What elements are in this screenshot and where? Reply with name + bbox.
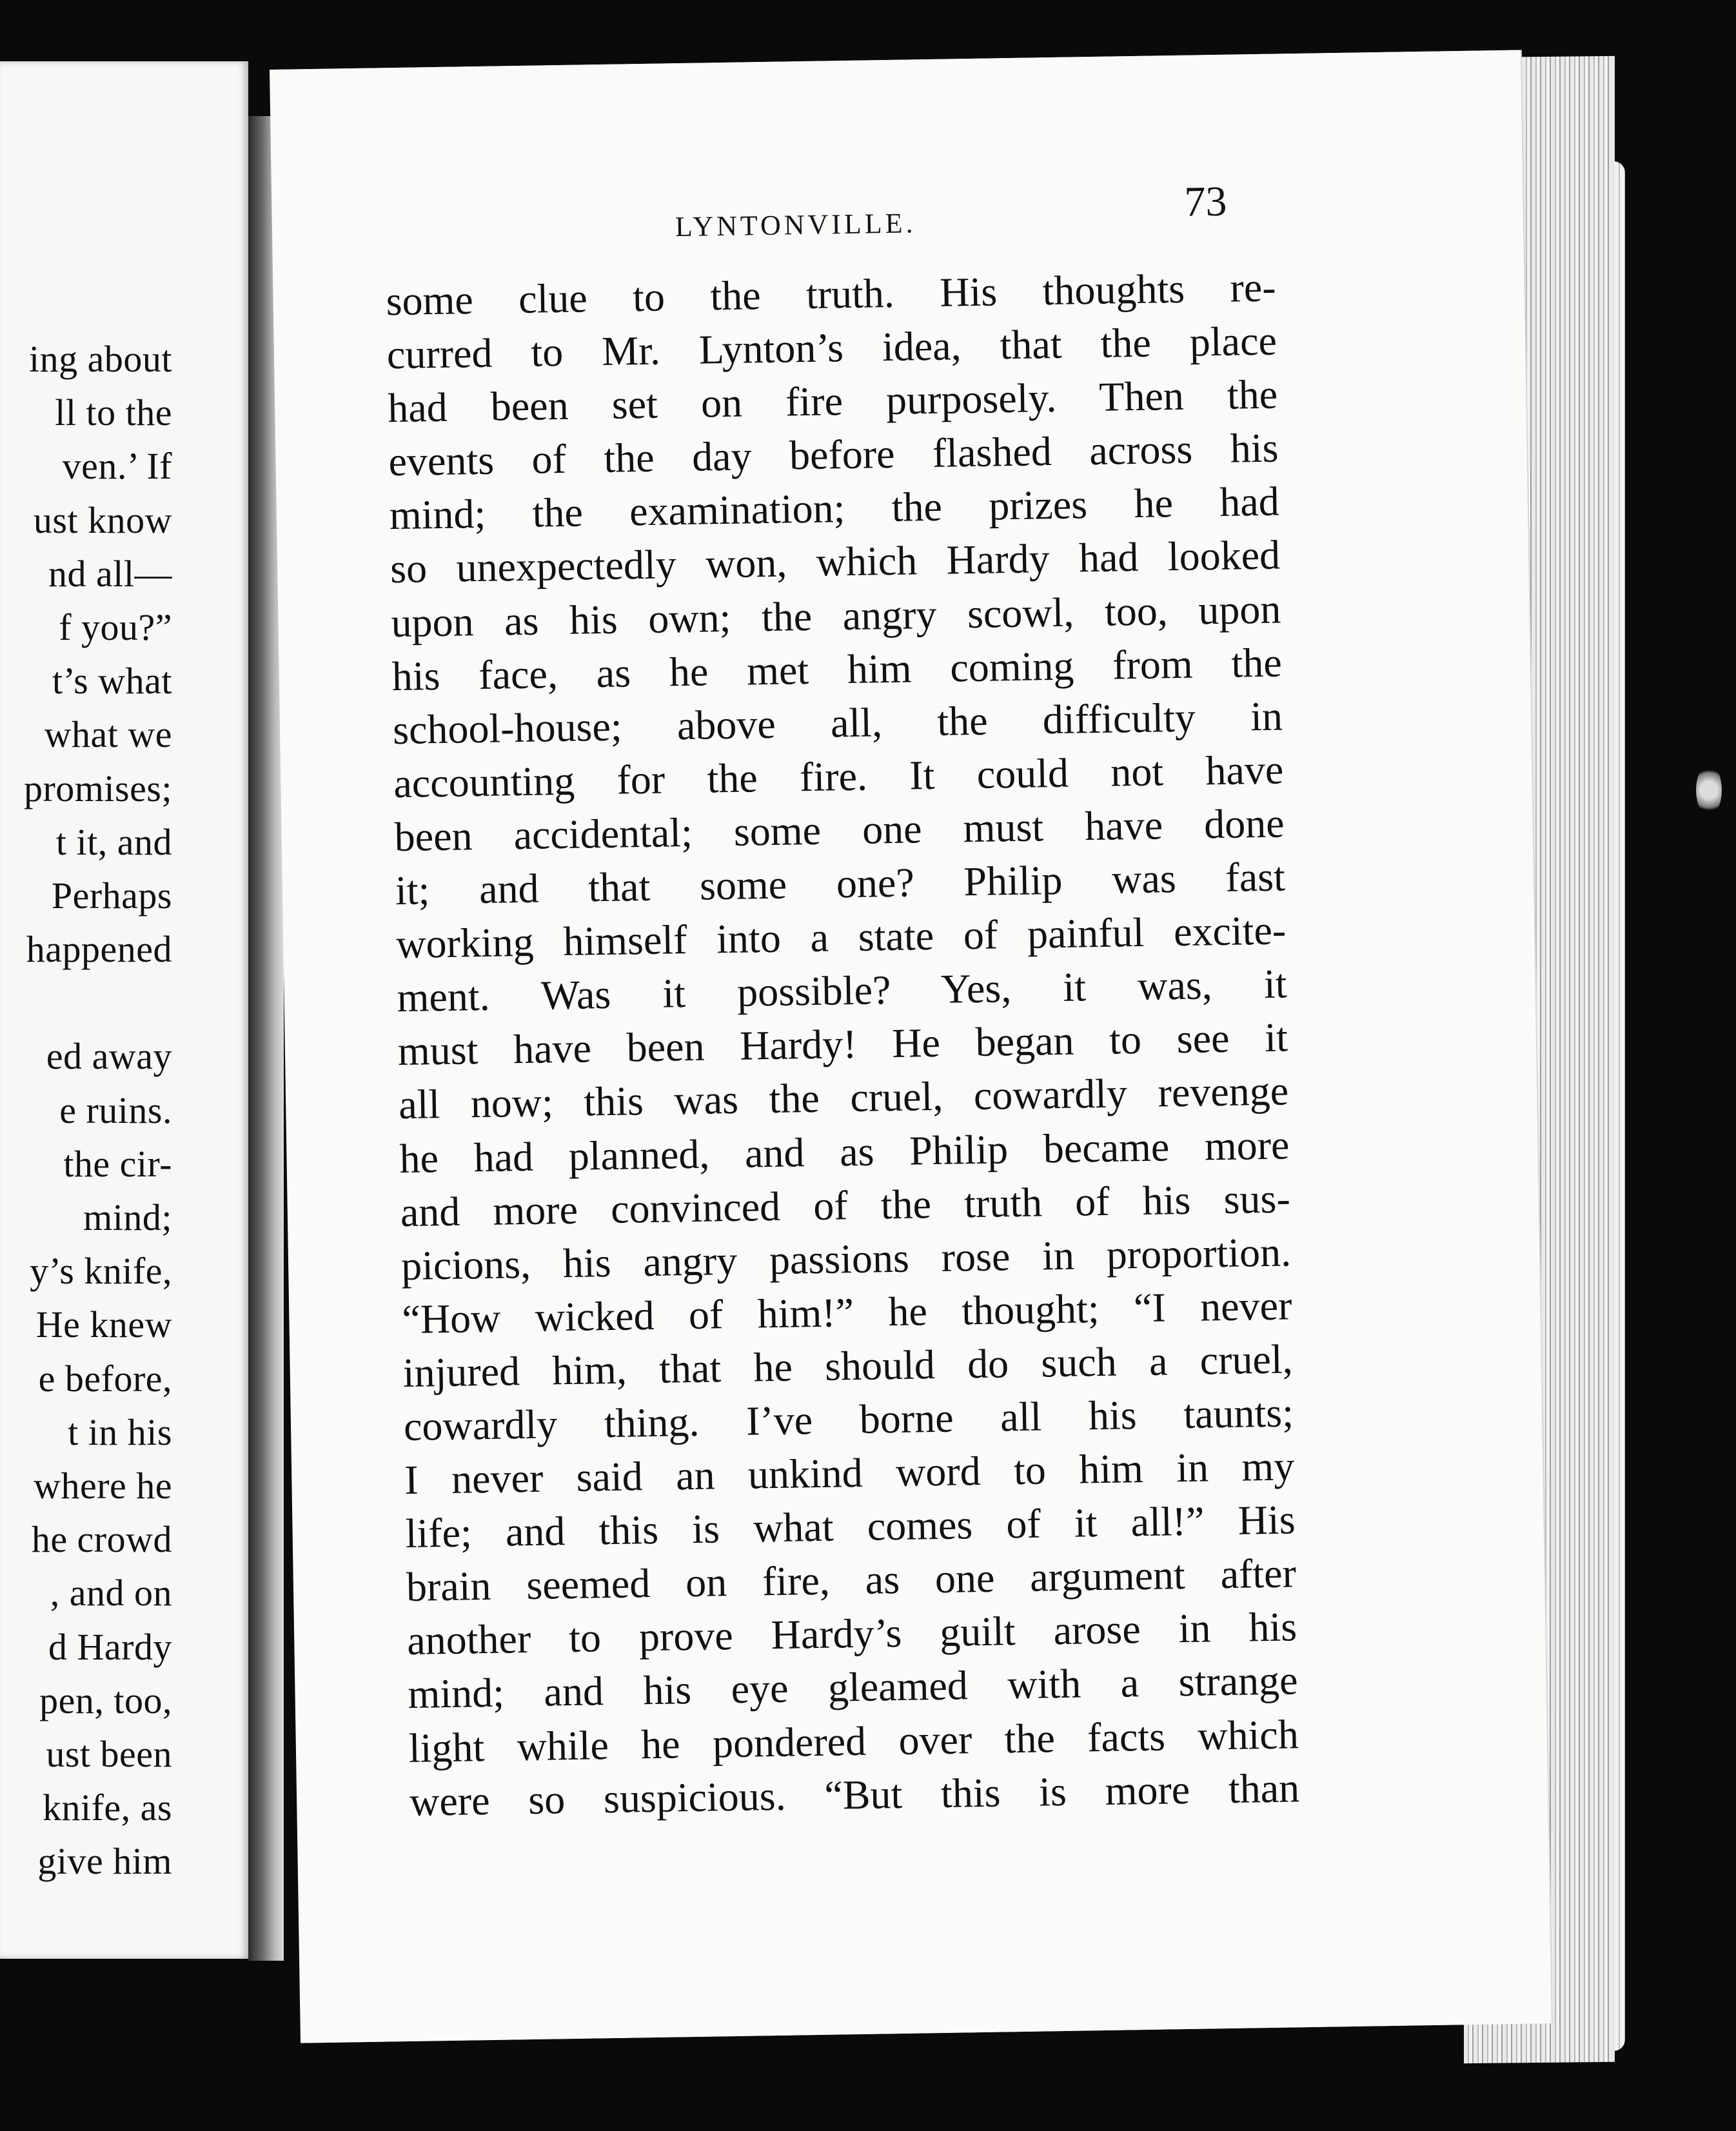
left-line: ust know [33, 499, 172, 541]
left-line: mind; [83, 1196, 172, 1238]
left-line: ed away [46, 1035, 172, 1078]
left-line: y’s knife, [30, 1250, 172, 1293]
text-line: so unexpectedly won, which Hardy had looked [390, 531, 1281, 592]
left-line: pen, too, [39, 1679, 172, 1721]
left-line: ust been [46, 1732, 172, 1775]
text-line: upon as his own; the angry scowl, too, upon [390, 586, 1281, 646]
left-line: nd all— [48, 552, 172, 595]
text-line: were so suspicious. “But this is more than [409, 1764, 1300, 1825]
left-line: t’s what [52, 660, 172, 702]
left-line: what we [44, 713, 172, 756]
text-line: picions, his angry passions rose in proportion. [400, 1229, 1292, 1289]
left-line: ing about [29, 338, 172, 380]
left-line: e ruins. [59, 1089, 172, 1131]
running-head: LYNTONVILLE. [675, 207, 916, 243]
text-line: cowardly thing. I’ve borne all his taunts; [403, 1389, 1294, 1449]
text-line: had been set on fire purposely. Then the [387, 371, 1278, 431]
text-line: brain seemed on fire, as one argument after [406, 1550, 1297, 1611]
text-line: events of the day before flashed across his [388, 424, 1279, 485]
left-page [0, 61, 248, 1959]
text-line: some clue to the truth. His thoughts re- [386, 264, 1277, 324]
text-line: accounting for the fire. It could not have [393, 746, 1284, 806]
left-line: e before, [38, 1357, 172, 1400]
left-line: t in his [68, 1411, 172, 1453]
page-number: 73 [1183, 177, 1227, 226]
text-line: he had planned, and as Philip became more [399, 1121, 1290, 1182]
left-line: the cir- [63, 1142, 172, 1185]
left-line: he crowd [31, 1518, 172, 1561]
text-line: it; and that some one? Philip was fast [395, 853, 1286, 914]
left-line: ven.’ If [62, 445, 172, 488]
left-line-blank [24, 976, 172, 1029]
left-line: knife, as [43, 1787, 172, 1829]
text-line: light while he pondered over the facts which [408, 1710, 1299, 1771]
text-line: working himself into a state of painful excite- [395, 907, 1287, 967]
text-line: must have been Hardy! He began to see it [397, 1014, 1288, 1075]
text-line: injured him, that he should do such a cruel, [402, 1336, 1294, 1396]
left-line: where he [34, 1464, 172, 1507]
text-line: another to prove Hardy’s guilt arose in his [406, 1603, 1297, 1664]
text-line: his face, as he met him coming from the [391, 639, 1283, 699]
text-line: “How wicked of him!” he thought; “I never [401, 1282, 1292, 1342]
text-line: ment. Was it possible? Yes, it was, it [397, 960, 1288, 1021]
text-line: all now; this was the cruel, cowardly revenge [398, 1067, 1289, 1128]
left-line: promises; [23, 767, 172, 809]
text-line: been accidental; some one must have done [394, 800, 1285, 860]
right-page [270, 50, 1552, 2043]
body-text [386, 261, 1300, 1829]
left-page-text [24, 332, 172, 1888]
left-line: f you?” [59, 606, 172, 648]
text-line: mind; the examination; the prizes he had [389, 478, 1280, 539]
text-line: life; and this is what comes of it all!” His [405, 1496, 1296, 1557]
scan-speck [1696, 764, 1722, 816]
left-line: give him [37, 1840, 172, 1883]
text-line: curred to Mr. Lynton’s idea, that the place [386, 317, 1277, 378]
left-line: He knew [35, 1303, 172, 1346]
text-line: school-house; above all, the difficulty in [392, 693, 1283, 753]
left-line: , and on [50, 1572, 172, 1614]
left-line: t it, and [55, 820, 172, 863]
text-line: mind; and his eye gleamed with a strange [408, 1657, 1298, 1718]
left-line: Perhaps [51, 874, 172, 917]
text-line: and more convinced of the truth of his sus- [400, 1175, 1291, 1235]
left-line: happened [26, 928, 172, 971]
left-line: ll to the [55, 392, 172, 434]
text-line: I never said an unkind word to him in my [404, 1443, 1295, 1503]
left-line: d Hardy [48, 1625, 172, 1668]
